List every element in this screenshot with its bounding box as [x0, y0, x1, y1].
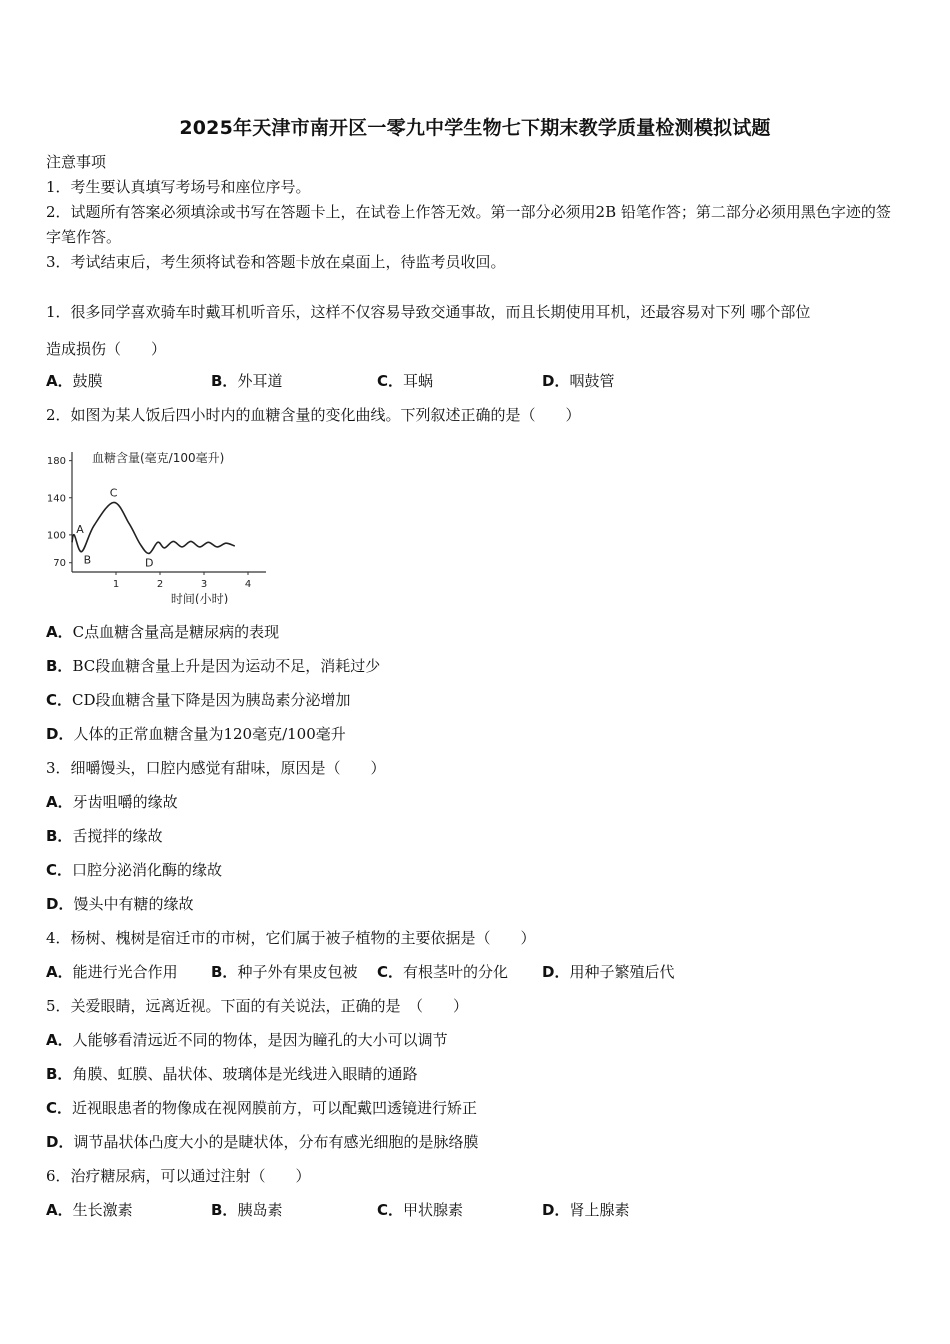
x-tick-label-4: 4: [244, 579, 252, 590]
q3-option-c: C．口腔分泌消化酶的缘故: [46, 861, 223, 879]
q5-option-a: A．人能够看清远近不同的物体，是因为瞳孔的大小可以调节: [46, 1031, 448, 1049]
q4-option-b: B．种子外有果皮包被: [211, 963, 358, 981]
point-label-A: A: [76, 522, 84, 536]
point-label-B: B: [83, 553, 92, 567]
notice-heading: 注意事项: [46, 153, 107, 171]
q1-stem-line1: 1．很多同学喜欢骑车时戴耳机听音乐，这样不仅容易导致交通事故，而且长期使用耳机，还最容易对下列 哪个部位: [46, 303, 811, 321]
q2-stem: 2．如图为某人饭后四小时内的血糖含量的变化曲线。下列叙述正确的是（ ）: [46, 406, 581, 424]
q4-stem: 4．杨树、槐树是宿迁市的市树，它们属于被子植物的主要依据是（ ）: [46, 929, 536, 947]
notice-item-2: 2．试题所有答案必须填涂或书写在答题卡上，在试卷上作答无效。第一部分必须用2B 铅笔作答；第二部分必须用黑色字迹的签字笔作答。: [46, 203, 891, 246]
q1-option-d: D．咽鼓管: [542, 372, 615, 390]
q5-stem: 5．关爱眼睛，远离近视。下面的有关说法，正确的是 （ ）: [46, 997, 469, 1015]
y-tick-label-180: 180: [46, 456, 66, 468]
y-tick-label-100: 100: [46, 530, 66, 542]
point-label-D: D: [145, 556, 154, 570]
q6-option-c: C．甲状腺素: [377, 1201, 464, 1219]
x-tick-label-2: 2: [156, 579, 164, 590]
q6-option-a: A．生长激素: [46, 1201, 133, 1219]
q1-option-b: B．外耳道: [211, 372, 283, 390]
x-tick-label-1: 1: [112, 579, 120, 590]
q1-option-a: A．鼓膜: [46, 372, 103, 390]
y-tick-label-70: 70: [53, 558, 66, 570]
q3-option-b: B．舌搅拌的缘故: [46, 827, 163, 845]
x-axis-label: 时间(小时): [170, 592, 229, 604]
point-label-C: C: [109, 486, 118, 500]
q3-option-d: D．馒头中有糖的缘故: [46, 895, 194, 913]
q4-option-a: A．能进行光合作用: [46, 963, 178, 981]
q2-option-d: D．人体的正常血糖含量为120毫克/100毫升: [46, 725, 346, 743]
notice-item-1: 1．考生要认真填写考场号和座位序号。: [46, 178, 311, 196]
q2-option-a: A．C点血糖含量高是糖尿病的表现: [46, 623, 280, 641]
q1-option-c: C．耳蜗: [377, 372, 434, 390]
blood-sugar-chart: [40, 442, 300, 604]
blood-sugar-curve: [72, 502, 235, 553]
page-title: 2025年天津市南开区一零九中学生物七下期末教学质量检测模拟试题: [179, 117, 771, 139]
q5-option-d: D．调节晶状体凸度大小的是睫状体，分布有感光细胞的是脉络膜: [46, 1133, 479, 1151]
y-axis-label: 血糖含量(毫克/100毫升): [92, 451, 225, 465]
x-tick-label-3: 3: [200, 579, 208, 590]
q5-option-c: C．近视眼患者的物像成在视网膜前方，可以配戴凹透镜进行矫正: [46, 1099, 478, 1117]
y-tick-label-140: 140: [46, 493, 66, 505]
q5-option-b: B．角膜、虹膜、晶状体、玻璃体是光线进入眼睛的通路: [46, 1065, 418, 1083]
q4-option-d: D．用种子繁殖后代: [542, 963, 675, 981]
q3-option-a: A．牙齿咀嚼的缘故: [46, 793, 178, 811]
q1-stem-line2: 造成损伤（ ）: [46, 340, 167, 358]
q6-option-b: B．胰岛素: [211, 1201, 283, 1219]
q2-option-c: C．CD段血糖含量下降是因为胰岛素分泌增加: [46, 691, 351, 709]
q6-stem: 6．治疗糖尿病，可以通过注射（ ）: [46, 1167, 311, 1185]
q3-stem: 3．细嚼馒头，口腔内感觉有甜味，原因是（ ）: [46, 759, 386, 777]
q6-option-d: D．肾上腺素: [542, 1201, 630, 1219]
q2-option-b: B．BC段血糖含量上升是因为运动不足，消耗过少: [46, 657, 381, 675]
q4-option-c: C．有根茎叶的分化: [377, 963, 509, 981]
notice-item-3: 3．考试结束后，考生须将试卷和答题卡放在桌面上，待监考员收回。: [46, 253, 506, 271]
